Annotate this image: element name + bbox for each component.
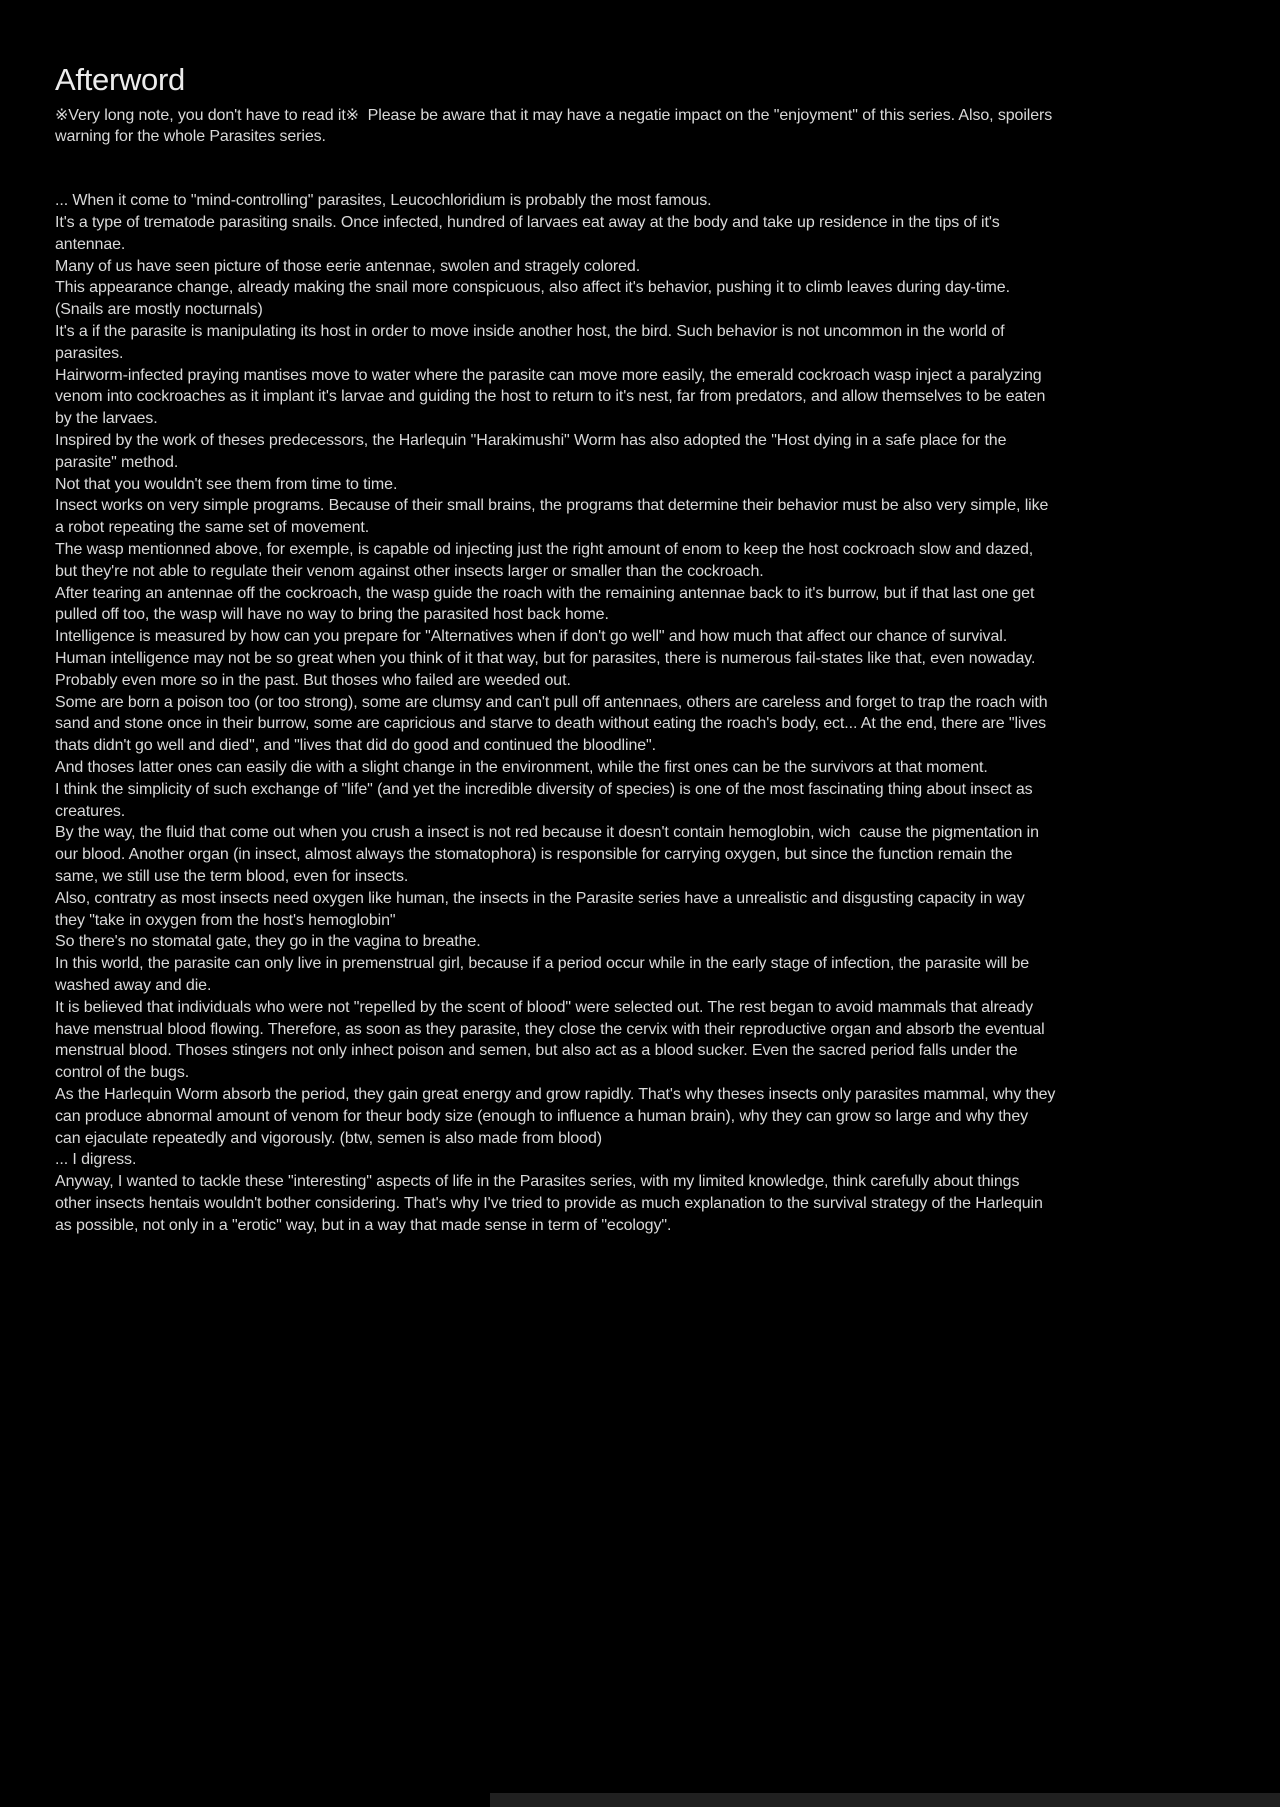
afterword-paragraph: By the way, the fluid that come out when you crush a insect is not red because it doesn't contain hemoglobin, wich cause the pigmentation in our blood. Another organ (in insect, almost always the stomatophora) is responsible for carrying oxygen, but since the function remain the same, we still use the term blood, even for insects. (55, 824, 1044, 885)
disclaimer-note: ※Very long note, you don't have to read it※ Please be aware that it may have a negatie impact on the "enjoyment" of this series. Also, spoilers warning for the whole Parasites series. (55, 106, 1057, 146)
afterword-paragraph: This appearance change, already making the snail more conspicuous, also affect it's behavior, pushing it to climb leaves during day-time. (55, 279, 1010, 297)
afterword-paragraph: It's a type of trematode parasiting snails. Once infected, hundred of larvaes eat away at the body and take up residence in the tips of it's antennae. (55, 214, 1005, 253)
bottom-strip (490, 1793, 1280, 1807)
afterword-paragraph: ... When it come to "mind-controlling" parasites, Leucochloridium is probably the most famous. (55, 192, 712, 210)
afterword-paragraph: It is believed that individuals who were not "repelled by the scent of blood" were selected out. The rest began to avoid mammals that already have menstrual blood flowing. Therefore, as soon as they parasite, they close the cervix with their reproductive organ and absorb the eventual menstrual blood. Thoses stingers not only inhect poison and semen, but also act as a blood sucker. Even the sacred period falls under the control of the bugs. (55, 998, 1049, 1082)
afterword-paragraph: As the Harlequin Worm absorb the period, they gain great energy and grow rapidly. That's why theses insects only parasites mammal, why they can produce abnormal amount of venom for theur body size (enough to influence a human brain), why they can grow so large and why they can ejaculate repeatedly and vigorously. (btw, semen is also made from blood) (55, 1085, 1060, 1147)
afterword-paragraph: Anyway, I wanted to tackle these "interesting" aspects of life in the Parasites series, with my limited knowledge, think carefully about things other insects hentais wouldn't bother considering. That's why I've tried to provide as much explanation to the survival strategy of the Harlequin as possible, not only in a "erotic" way, but in a way that made sense in term of "ecology". (55, 1173, 1048, 1234)
afterword-paragraph: After tearing an antennae off the cockroach, the wasp guide the roach with the remaining antennae back to it's burrow, but if that last one get pulled off too, the wasp will have no way to bring the parasited host back home. (55, 584, 1039, 624)
page-title: Afterword (55, 62, 185, 97)
afterword-paragraph: (Snails are mostly nocturnals) (55, 301, 263, 319)
afterword-paragraph: And thoses latter ones can easily die with a slight change in the environment, while the first ones can be the survivors at that moment. (55, 758, 988, 776)
afterword-paragraph: Probably even more so in the past. But thoses who failed are weeded out. (55, 671, 571, 689)
afterword-paragraph: Not that you wouldn't see them from time to time. (55, 475, 398, 493)
afterword-paragraph: Intelligence is measured by how can you prepare for "Alternatives when if don't go well" and how much that affect our chance of survival. (55, 628, 1008, 646)
afterword-paragraph: I think the simplicity of such exchange of "life" (and yet the incredible diversity of species) is one of the most fascinating thing about insect as creatures. (55, 780, 1037, 820)
afterword-paragraph: ... I digress. (55, 1151, 137, 1169)
afterword-paragraph: Human intelligence may not be so great when you think of it that way, but for parasites, there is numerous fail-states like that, even nowaday. (55, 649, 1036, 667)
afterword-paragraph: The wasp mentionned above, for exemple, is capable od injecting just the right amount of enom to keep the host cockroach slow and dazed, but they're not able to regulate their venom against other insects larger or smaller than the cockroach. (55, 540, 1038, 580)
afterword-paragraph: Inspired by the work of theses predecessors, the Harlequin "Harakimushi" Worm has also adopted the "Host dying in a safe place for the parasite" method. (55, 432, 1011, 471)
afterword-paragraph: So there's no stomatal gate, they go in the vagina to breathe. (55, 933, 481, 951)
afterword-paragraph: Also, contratry as most insects need oxygen like human, the insects in the Parasite series have a unrealistic and disgusting capacity in way they "take in oxygen from the host's hemoglobin" (55, 889, 1029, 929)
afterword-paragraph: In this world, the parasite can only live in premenstrual girl, because if a period occur while in the early stage of infection, the parasite will be washed away and die. (55, 955, 1034, 994)
afterword-content (55, 0, 1060, 1236)
afterword-paragraph: Many of us have seen picture of those eerie antennae, swolen and stragely colored. (55, 257, 641, 275)
afterword-paragraph: Hairworm-infected praying mantises move to water where the parasite can move more easily, the emerald cockroach wasp inject a paralyzing venom into cockroaches as it implant it's larvae and guiding the host to return to it's nest, far from predators, and allow themselves to be eaten by the larvaes. (55, 366, 1050, 428)
afterword-paragraph: It's a if the parasite is manipulating its host in order to move inside another host, the bird. Such behavior is not uncommon in the world of parasites. (55, 323, 1009, 362)
afterword-paragraph: Some are born a poison too (or too strong), some are clumsy and can't pull off antennaes, others are careless and forget to trap the roach with sand and stone once in their burrow, some are capricious and starve to death without eating the roach's body, ect... At the end, there are "lives thats didn't go well and died", and "lives that did do good and continued the bloodline". (55, 693, 1052, 755)
afterword-paragraph: Insect works on very simple programs. Because of their small brains, the programs that determine their behavior must be also very simple, like a robot repeating the same set of movement. (55, 497, 1053, 537)
afterword-body (55, 190, 1060, 1236)
